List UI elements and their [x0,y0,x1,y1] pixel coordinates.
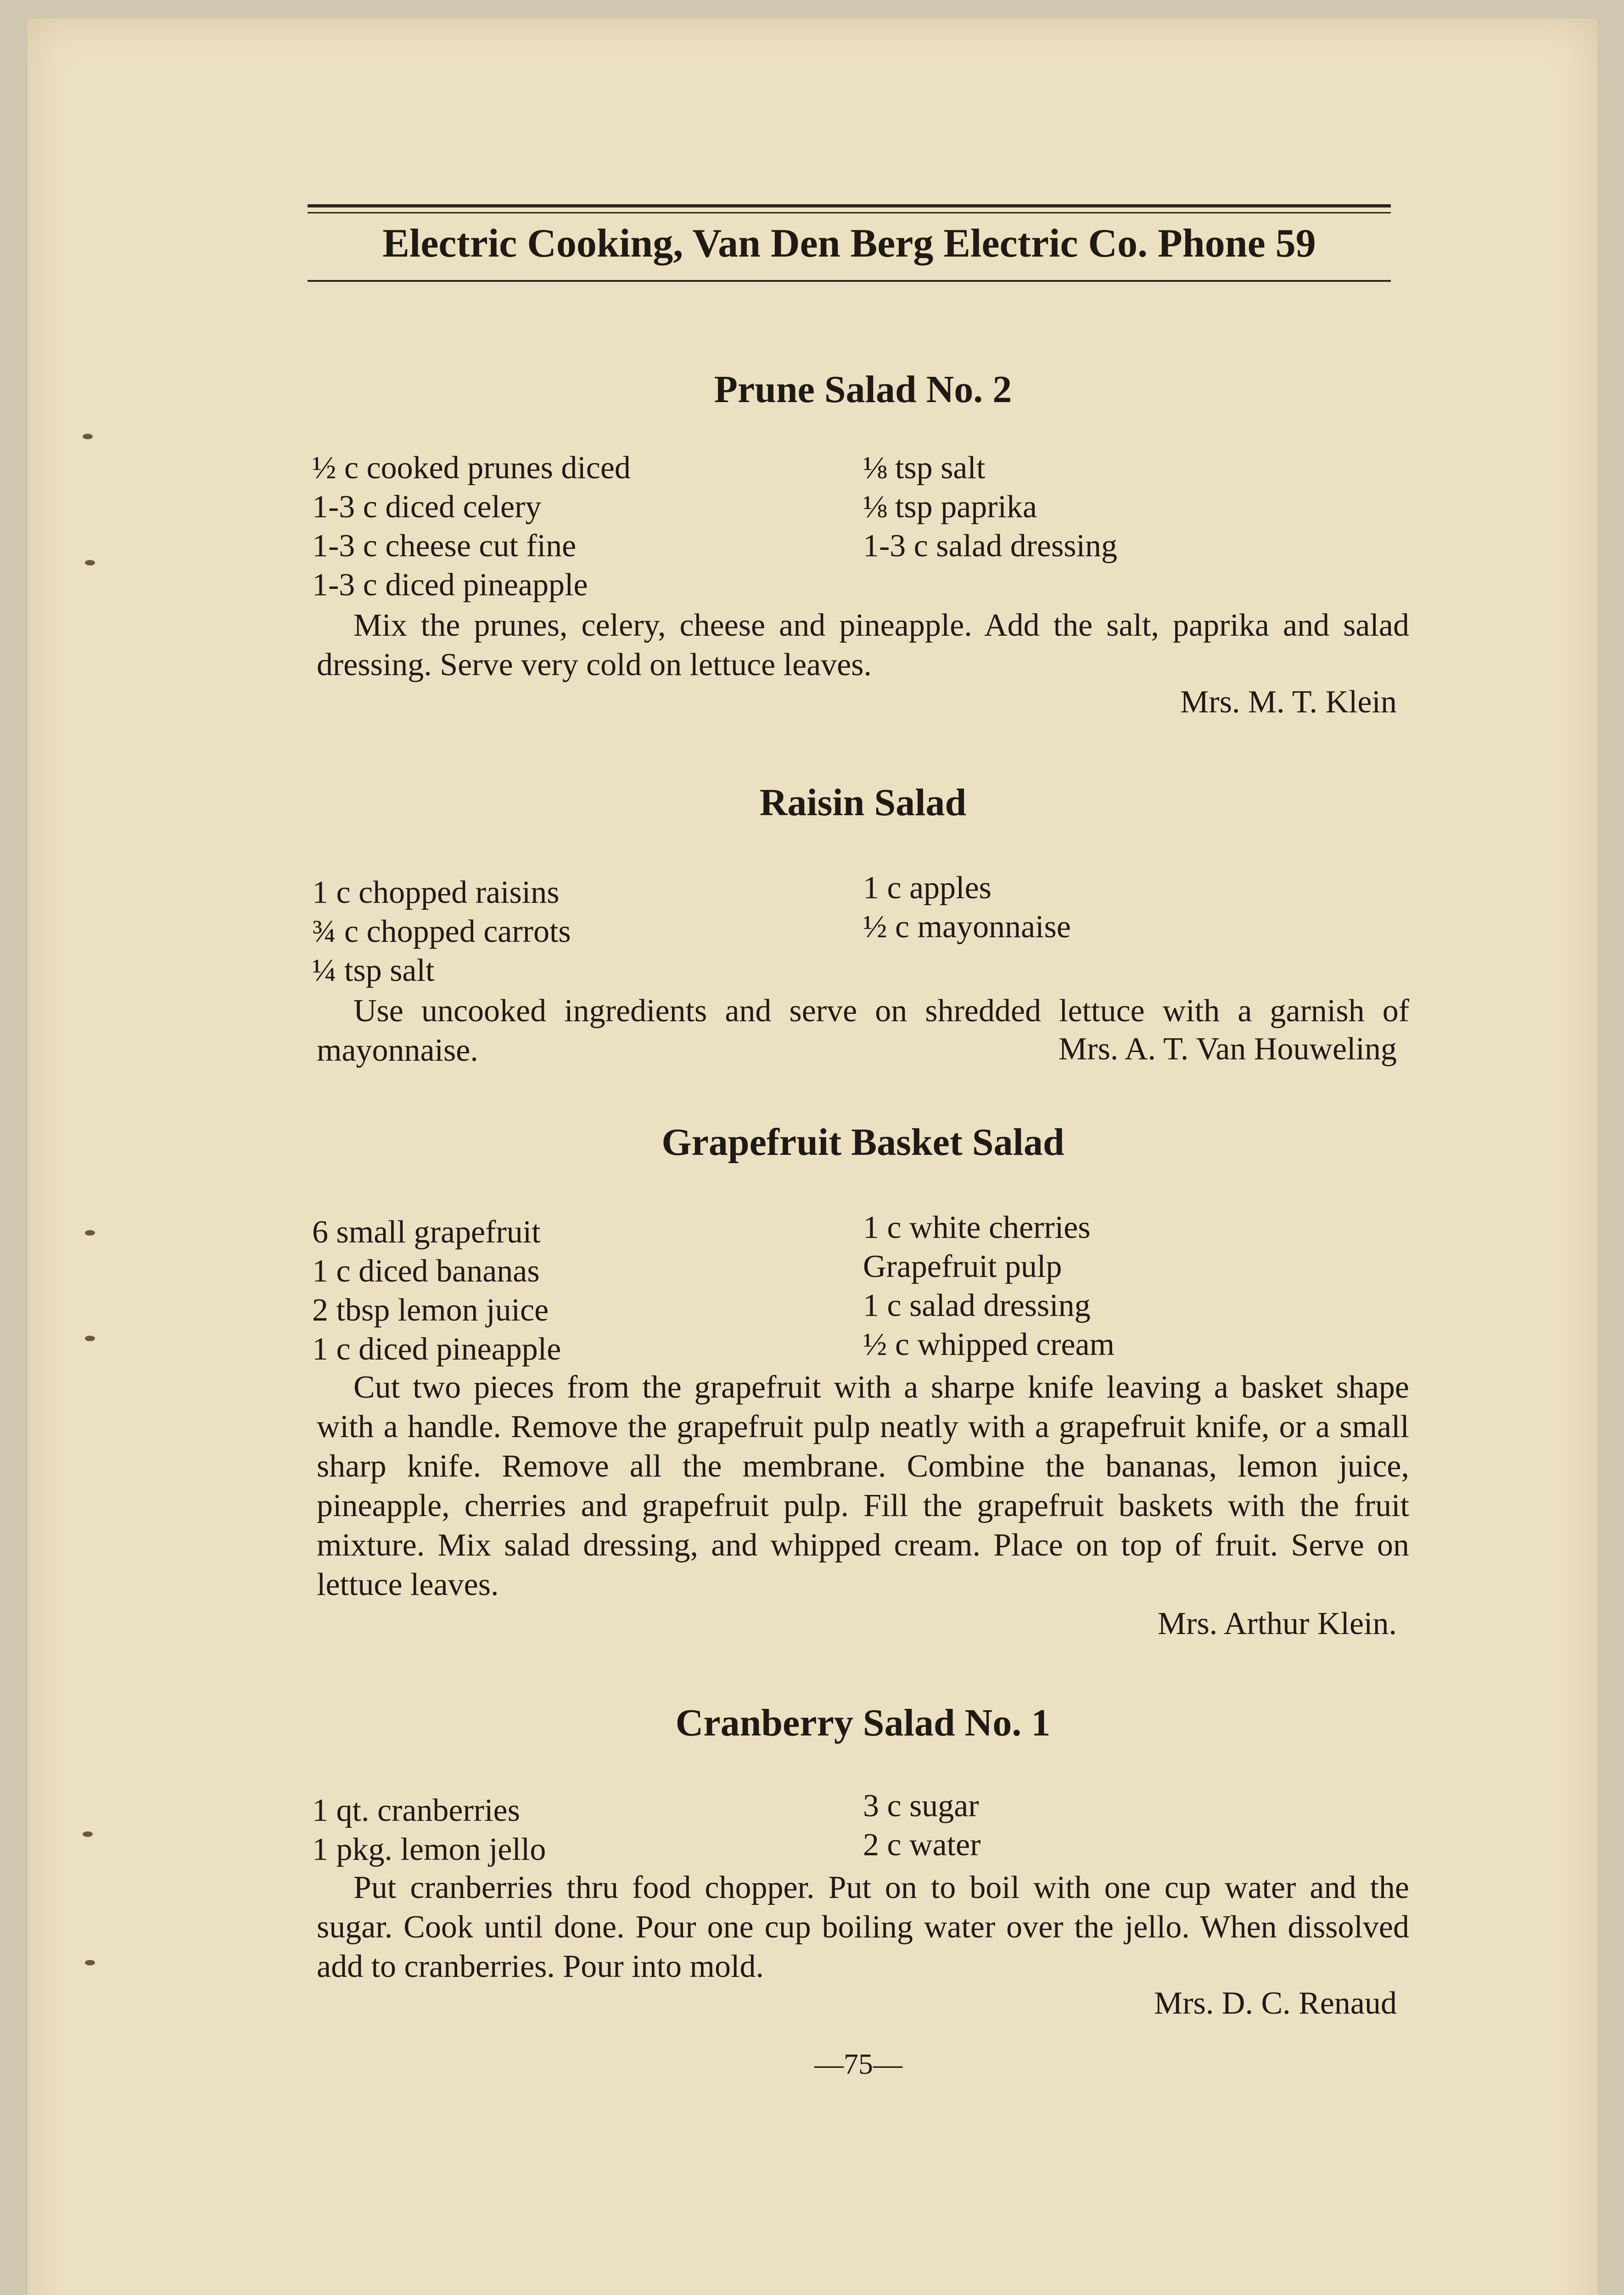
ingredient: 2 tbsp lemon juice [312,1293,549,1328]
ingredient: 1-3 c diced pineapple [312,567,588,603]
ingredient: 1 c diced bananas [312,1254,540,1289]
recipe-author: Mrs. A. T. Van Houweling [1058,1031,1397,1067]
header-top-rule-thin [308,212,1391,213]
ingredient: 1 c diced pineapple [312,1332,561,1367]
ingredient: ¾ c chopped carrots [312,914,571,949]
header-top-rule [308,204,1391,207]
ingredient: Grapefruit pulp [863,1249,1062,1284]
ingredient: 1-3 c salad dressing [863,528,1118,564]
ingredient: 1 qt. cranberries [312,1793,520,1828]
binder-hole [85,560,95,565]
ingredient: 1 c salad dressing [863,1288,1091,1323]
directions-text: Use uncooked ingredients and serve on shredded lettuce with a garnish of mayonnaise. [317,993,1409,1068]
ingredient: 1-3 c diced celery [312,489,542,525]
recipe-directions [317,1868,1409,1987]
recipe-directions [317,606,1409,685]
ingredient: 1-3 c cheese cut fine [312,528,577,564]
binder-hole [83,1831,93,1837]
ingredient: 6 small grapefruit [312,1215,541,1250]
ingredient: ⅛ tsp salt [863,450,986,486]
binder-hole [83,434,93,439]
ingredient: ½ c mayonnaise [863,909,1071,945]
recipe-directions [317,1368,1409,1605]
ingredient: 2 c water [863,1827,981,1863]
recipe-author: Mrs. Arthur Klein. [1157,1606,1397,1641]
ingredient: ⅛ tsp paprika [863,489,1037,525]
directions-text: Mix the prunes, celery, cheese and pineapple. Add the salt, paprika and salad dressing. Serve very cold on lettuce leaves. [317,608,1409,683]
recipe-title: Grapefruit Basket Salad [661,1121,1064,1164]
page-header: Electric Cooking, Van Den Berg Electric Co. Phone 59 [382,221,1316,266]
recipe-title: Raisin Salad [759,781,967,824]
binder-hole [85,1960,95,1965]
ingredient: ¼ tsp salt [312,953,435,988]
recipe-author: Mrs. M. T. Klein [1180,684,1397,720]
ingredient: 3 c sugar [863,1788,979,1824]
recipe-author: Mrs. D. C. Renaud [1154,1986,1397,2021]
ingredient: 1 c chopped raisins [312,875,560,910]
directions-text: Put cranberries thru food chopper. Put on to boil with one cup water and the sugar. Cook until done. Pour one cup boiling water over the jello. When dissolved add to cranberries. Pour into mold. [317,1870,1409,1984]
directions-text: Cut two pieces from the grapefruit with a sharpe knife leaving a basket shape with a handle. Remove the grapefruit pulp neatly with a grapefruit knife, or a small sharp knife. Remove all the membrane. Combine the bananas, lemon juice, pineapple, cherries and grapefruit pulp. Fill the grapefruit baskets with the fruit mixture. Mix salad dressing, and whipped cream. Place on top of fruit. Serve on lettuce leaves. [317,1370,1409,1602]
recipe-title: Cranberry Salad No. 1 [675,1702,1051,1744]
header-bottom-rule [308,280,1391,282]
ingredient: 1 c apples [863,870,991,906]
binder-hole [85,1336,95,1341]
binder-hole [85,1230,95,1236]
page-number: —75— [814,2048,902,2080]
recipe-title: Prune Salad No. 2 [714,368,1012,411]
ingredient: ½ c whipped cream [863,1327,1115,1362]
ingredient: 1 c white cherries [863,1210,1091,1245]
ingredient: ½ c cooked prunes diced [312,450,631,486]
ingredient: 1 pkg. lemon jello [312,1832,546,1867]
